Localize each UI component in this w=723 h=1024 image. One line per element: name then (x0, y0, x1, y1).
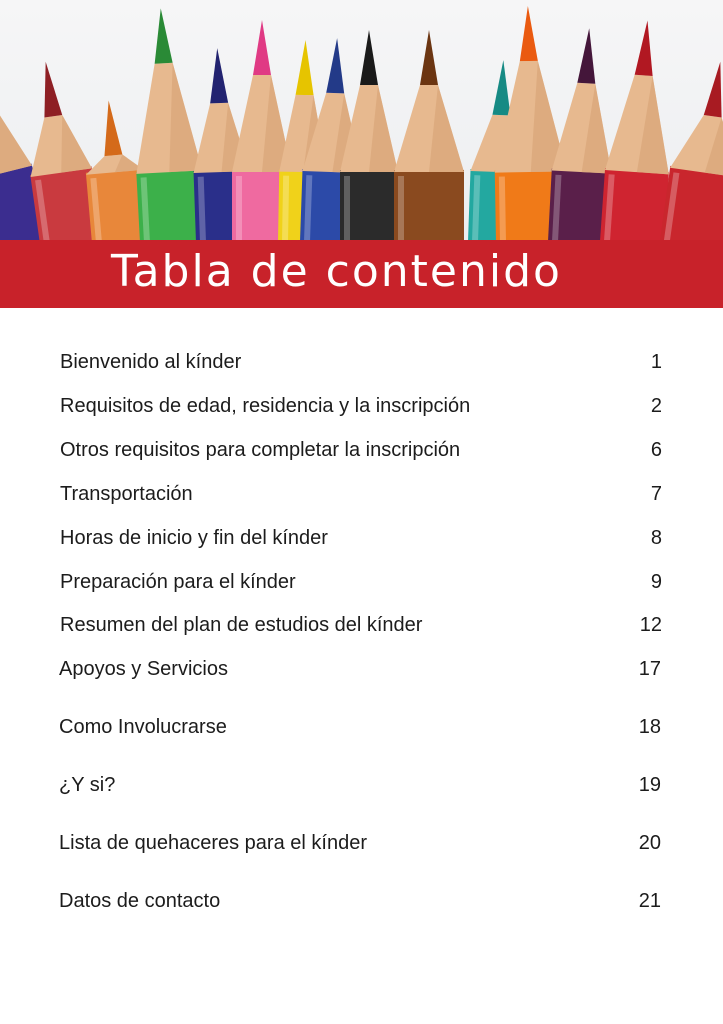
toc-entry-label: Otros requisitos para completar la inscripción (60, 438, 461, 461)
toc-entry[interactable] (60, 523, 662, 553)
toc-entry[interactable] (59, 654, 661, 684)
page-title: Tabla de contenido (111, 246, 562, 297)
toc-entry-page: 8 (650, 526, 662, 549)
toc-entry[interactable] (60, 567, 662, 597)
toc-entry-label: Como Involucrarse (59, 715, 227, 738)
colored-pencils-illustration (0, 0, 723, 242)
toc-entry-page: 17 (638, 657, 661, 680)
toc-entry-label: Datos de contacto (59, 889, 221, 912)
toc-entry[interactable] (60, 347, 662, 377)
toc-entry-label: Lista de quehaceres para el kínder (59, 831, 367, 854)
toc-entry-label: Apoyos y Servicios (59, 657, 228, 680)
toc-entry-label: ¿Y si? (59, 773, 116, 796)
toc-entry[interactable] (60, 479, 662, 509)
toc-entry-label: Horas de inicio y fin del kínder (60, 526, 328, 549)
toc-entry[interactable] (59, 770, 661, 800)
toc-entry[interactable] (59, 712, 661, 742)
toc-entry-page: 6 (650, 438, 662, 461)
toc-entry[interactable] (59, 886, 661, 916)
toc-entry-page: 1 (650, 350, 662, 373)
toc-entry-label: Transportación (60, 482, 193, 505)
pencil-shape (128, 7, 207, 242)
pencil-shape (340, 30, 398, 242)
toc-entry-label: Bienvenido al kínder (60, 350, 242, 373)
toc-entry-page: 7 (650, 482, 662, 505)
hero-pencils-image (0, 0, 723, 242)
toc-entry-page: 12 (639, 613, 662, 636)
title-banner (0, 240, 723, 308)
toc-entry-page: 21 (638, 889, 661, 912)
toc-entry-label: Requisitos de edad, residencia y la inscripción (60, 394, 471, 417)
toc-entry-label: Preparación para el kínder (60, 570, 296, 593)
toc-entry-page: 9 (650, 570, 662, 593)
toc-entry-label: Resumen del plan de estudios del kínder (60, 613, 423, 636)
toc-entry-page: 20 (638, 831, 661, 854)
toc-entry[interactable] (60, 610, 662, 640)
toc-entry-page: 19 (638, 773, 661, 796)
toc-entry-page: 18 (638, 715, 661, 738)
toc-entry[interactable] (59, 828, 661, 858)
pencil-shape (394, 30, 464, 242)
pencil-shape (659, 57, 723, 242)
toc-entry-page: 2 (650, 394, 662, 417)
toc-entry[interactable] (60, 391, 662, 421)
toc-entry[interactable] (60, 435, 662, 465)
